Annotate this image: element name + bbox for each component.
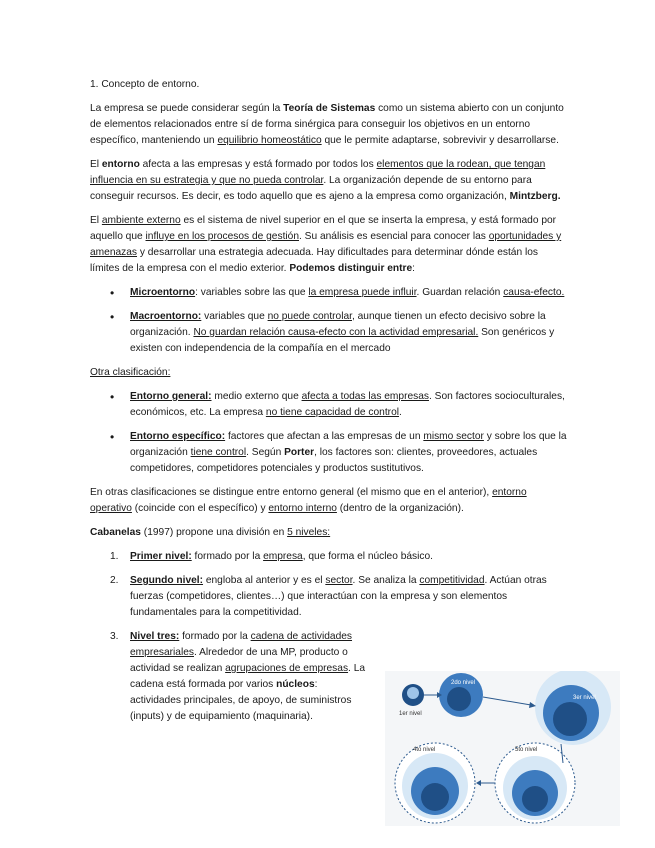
levels-diagram	[385, 671, 620, 826]
paragraph-ambiente-externo: El ambiente externo es el sistema de nivel superior en el que se inserta la empresa, y está formado por aquello que influye en los procesos de gestión. Su análisis es esencial para conocer las oportunidades y amenazas y desarrollar una estrategia adecuada. Hay dificultades para determinar dónde están los límites de la empresa con el medio exterior. Podemos distinguir entre:	[90, 215, 562, 274]
level-4-label: 4to nivel	[413, 747, 436, 753]
bullet-microentorno: • Microentorno: variables sobre las que la empresa puede influir. Guardan relación causa-efecto.	[90, 285, 570, 301]
level-3-label: 3er nivel	[573, 695, 596, 701]
bullet-entorno-general: • Entorno general: medio externo que afecta a todas las empresas. Son factores socioculturales, económicos, etc. La empresa no tiene capacidad de control.	[90, 389, 570, 421]
levels-diagram-svg	[385, 671, 620, 826]
level-4-inner	[421, 783, 449, 811]
bullet-entorno-especifico: • Entorno específico: factores que afectan a las empresas de un mismo sector y sobre los que la organización tiene control. Según Porter, los factores son: clientes, proveedores, actuales competidores, competidores potenciales y productos sustitutivos.	[90, 429, 570, 477]
level-5-inner	[522, 786, 548, 812]
level-item-2: 2. Segundo nivel: engloba al anterior y es el sector. Se analiza la competitividad. Actúan otras fuerzas (competidores, clientes…) que interactúan con la empresa y son elementos fundamentales para la competitividad.	[110, 575, 547, 618]
paragraph-sistemas: La empresa se puede considerar según la Teoría de Sistemas como un sistema abierto con un conjunto de elementos relacionados entre sí de forma sinérgica para conseguir los objetivos en un entorno específico, manteniendo un equilibrio homeostático que le permite adaptarse, sobrevivir y desarrollarse.	[90, 103, 564, 146]
bullet-list-clasificacion	[90, 389, 570, 477]
otra-clasificacion-heading: Otra clasificación:	[90, 367, 171, 378]
diagram-level-2	[439, 673, 483, 717]
level-1-core	[407, 687, 419, 699]
level-2-inner	[447, 687, 471, 711]
bullet-macroentorno: • Macroentorno: variables que no puede controlar, aunque tienen un efecto decisivo sobre la organización. No guardan relación causa-efecto con la actividad empresarial. Son genéricos y existen con independencia de la compañía en el mercado	[90, 309, 570, 357]
level-3-inner	[553, 702, 587, 736]
diagram-level-3	[535, 671, 611, 745]
level-1-label: 1er nivel	[399, 711, 422, 717]
document-body	[90, 77, 570, 733]
paragraph-otras-clasificaciones: En otras clasificaciones se distingue entre entorno general (el mismo que en el anterior), entorno operativo (coincide con el específico) y entorno interno (dentro de la organización).	[90, 487, 527, 514]
diagram-level-5	[495, 743, 575, 823]
diagram-level-4	[395, 743, 475, 823]
bullet-list-entornos	[90, 285, 570, 357]
paragraph-entorno: El entorno afecta a las empresas y está formado por todos los elementos que la rodean, que tengan influencia en su estrategia y que no pueda controlar. La organización depende de su entorno para conseguir recursos. Es decir, es todo aquello que es ajeno a la empresa como organización, Mintzberg.	[90, 159, 561, 202]
level-item-3: 3. Nivel tres: formado por la cadena de actividades empresariales. Alrededor de una MP, producto o actividad se realizan agrupaciones de empresas. La cadena está formada por varios núcleos: actividades principales, de apoyo, de suministros (inputs) y de equipamiento (maquinaria).	[110, 631, 366, 722]
level-item-1: 1. Primer nivel: formado por la empresa, que forma el núcleo básico.	[110, 551, 433, 562]
level-5-label: 5to nivel	[515, 747, 538, 753]
section-heading: 1. Concepto de entorno.	[90, 79, 200, 90]
level-2-label: 2do nivel	[451, 680, 476, 686]
paragraph-cabanelas: Cabanelas (1997) propone una división en 5 niveles:	[90, 527, 331, 538]
